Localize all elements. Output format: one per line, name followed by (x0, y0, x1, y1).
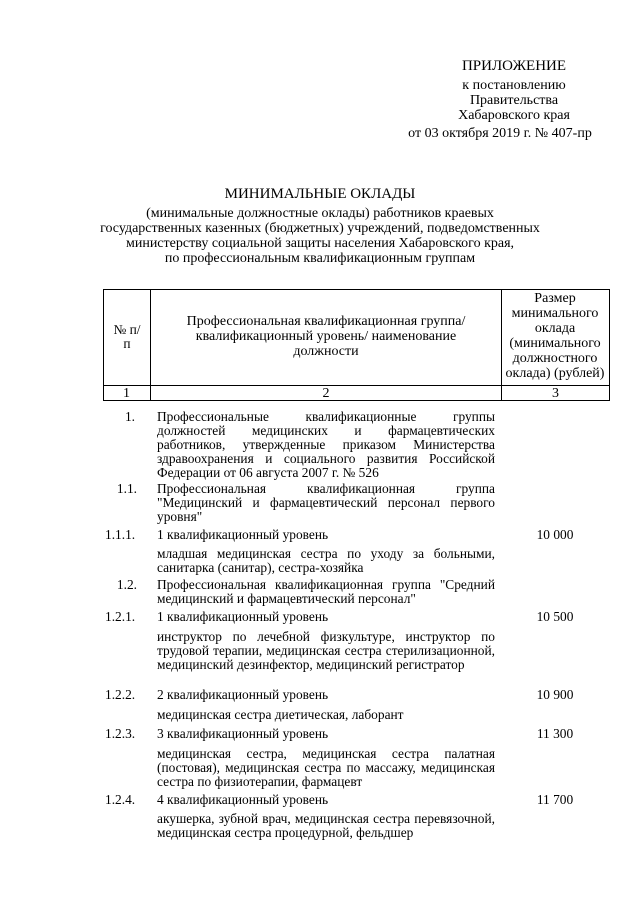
appendix-line-1: к постановлению (462, 78, 566, 93)
row-text: 4 квалификационный уровень (157, 792, 329, 807)
appendix-line-3: Хабаровского края (458, 108, 570, 123)
row-salary-value: 11 300 (536, 726, 574, 741)
row-salary-value: 10 900 (536, 687, 574, 702)
row-number: 1.2.4. (105, 792, 136, 807)
table-header (103, 289, 610, 401)
table-left-border (103, 289, 104, 401)
row-number: 1.2.1. (105, 609, 136, 624)
table-top-border (103, 289, 610, 290)
document-title: МИНИМАЛЬНЫЕ ОКЛАДЫ (224, 186, 416, 202)
column-number-2: 2 (322, 386, 330, 401)
row-salary-value: 11 700 (536, 792, 574, 807)
column-number-3: 3 (552, 386, 559, 401)
document-subtitle-1: (минимальные должностные оклады) работников краевых (146, 206, 494, 221)
row-number: 1. (124, 409, 135, 424)
column-number-1: 1 (123, 386, 130, 401)
appendix-title: ПРИЛОЖЕНИЕ (461, 58, 567, 74)
row-text: 2 квалификационный уровень (157, 687, 329, 702)
row-text: 1 квалификационный уровень (157, 609, 329, 624)
row-number: 1.2.3. (105, 726, 136, 741)
row-text: младшая медицинская сестра по уходу за больными, санитарка (санитар), сестра-хозяйка (157, 546, 495, 575)
row-salary-value: 10 500 (536, 609, 574, 624)
row-text: инструктор по лечебной физкультуре, инструктор по трудовой терапии, медицинская сестра стерилизационной, медицинский дезинфектор, медицинский регистратор (157, 629, 495, 672)
table-right-border (609, 289, 610, 401)
row-text: Профессиональная квалификационная группа "Медицинский и фармацевтический персонал первого уровня" (157, 481, 495, 524)
header-col-name: Профессиональная квалификационная группа/ квалификационный уровень/ наименование должности (186, 314, 466, 359)
row-text: 1 квалификационный уровень (157, 527, 329, 542)
row-number: 1.2.2. (105, 687, 136, 702)
table-col-divider-2 (501, 289, 502, 401)
row-salary-value: 10 000 (536, 527, 574, 542)
document-title-block (90, 186, 550, 266)
table-col-divider-1 (150, 289, 151, 401)
appendix-date: от 03 октября 2019 г. № 407-пр (408, 126, 592, 141)
appendix-block (390, 58, 610, 141)
row-number: 1.1. (116, 481, 137, 496)
row-text: Профессиональная квалификационная группа "Средний медицинский и фармацевтический персонал" (157, 577, 495, 606)
row-text: медицинская сестра диетическая, лаборант (157, 707, 404, 722)
document-subtitle-4: по профессиональным квалификационным группам (164, 251, 476, 266)
header-col-number: № п/п (113, 322, 141, 351)
document-subtitle-3: министерству социальной защиты населения Хабаровского края, (125, 236, 515, 251)
row-text: 3 квалификационный уровень (157, 726, 329, 741)
row-number: 1.1.1. (105, 527, 136, 542)
appendix-line-2: Правительства (469, 93, 559, 108)
row-text: акушерка, зубной врач, медицинская сестра перевязочной, медицинская сестра процедурной, фельдшер (157, 811, 495, 840)
row-number: 1.2. (116, 577, 137, 592)
row-text: Профессиональные квалификационные группы должностей медицинских и фармацевтических работников, утвержденные приказом Министерства здравоохранения и социального развития Российской Федерации от 06 августа 2007 г. № 526 (157, 409, 495, 480)
row-text: медицинская сестра, медицинская сестра палатная (постовая), медицинская сестра по массажу, медицинская сестра по физиотерапии, фармацевт (157, 746, 495, 789)
document-subtitle-2: государственных казенных (бюджетных) учреждений, подведомственных (100, 221, 540, 236)
header-col-salary: Размер минимального оклада (минимального должностного оклада) (рублей) (505, 291, 605, 381)
